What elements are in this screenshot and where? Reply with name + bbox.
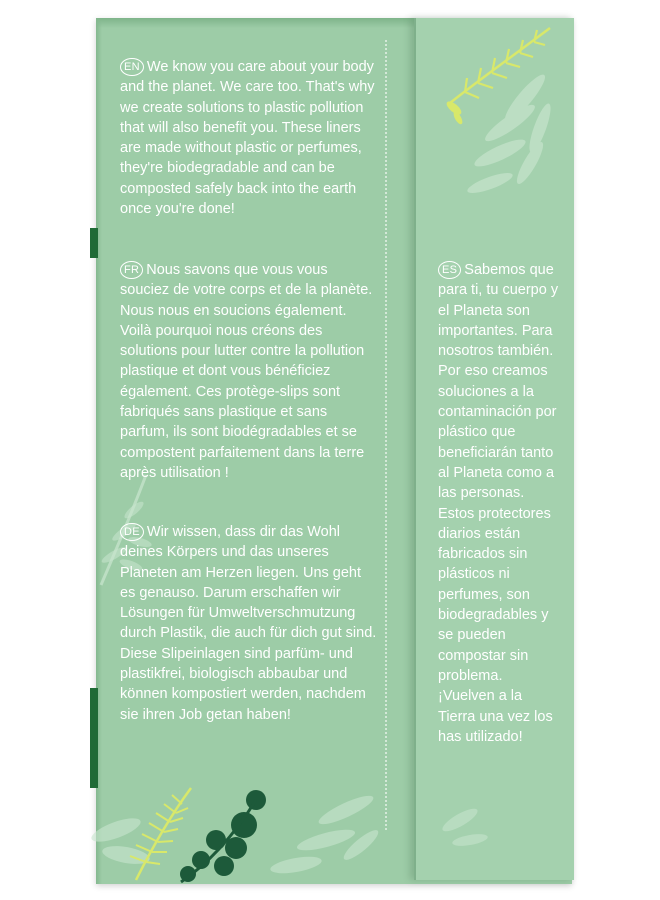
leaves-bottom-illustration <box>96 770 396 882</box>
german-text: Wir wissen, dass dir das Wohl deines Körpers und das unseres Planeten am Herzen liegen. Uns geht es genauso. Darum erschaffen wir Lösungen für Umweltverschmutzung durch Plastik, die auch für dich gut sind. Diese Slipeinlagen sind parfüm- und plastikfrei, biologisch abbaubar und können kompostiert werden, nachdem sie ihren Job getan haben! <box>120 524 377 723</box>
spanish-paragraph <box>438 260 560 747</box>
english-paragraph <box>120 57 380 219</box>
language-badge-de: DE <box>120 523 144 541</box>
french-text: Nous savons que vous vous souciez de votre corps et de la planète. Nous nous en soucions également. Voilà pourquoi nous créons des solutions pour lutter contre la pollution plastique et dont vous bénéficiez également. Ces protège-slips sont fabriqués sans plastique et sans parfum, ils sont biodégradables et se compostent parfaitement dans la terre après utilisation ! <box>120 262 373 481</box>
french-paragraph <box>120 260 380 483</box>
side-stripe <box>90 228 98 258</box>
language-badge-fr: FR <box>120 261 143 279</box>
english-text: We know you care about your body and the planet. We care too. That's why we create solutions to plastic pollution that will also benefit you. These liners are made without plastic or perfumes, they're biodegradable and can be composted safely back into the earth once you're done! <box>120 59 375 218</box>
pale-leaves-flap-illustration <box>440 780 530 860</box>
spanish-text: Sabemos que para ti, tu cuerpo y el Planeta son importantes. Para nosotros también. Por eso creamos soluciones a la contaminación por plástico que beneficiarán tanto al Planeta como a las personas. Estos protectores diarios están fabricados sin plásticos ni perfumes, son biodegradables y se pueden compostar sin problema. ¡Vuelven a la Tierra una vez los has utilizado! <box>438 262 559 745</box>
ferns-top-right-illustration <box>430 18 572 208</box>
perforation-line <box>385 40 387 830</box>
language-badge-es: ES <box>438 261 461 279</box>
language-badge-en: EN <box>120 58 144 76</box>
german-paragraph <box>120 522 380 725</box>
